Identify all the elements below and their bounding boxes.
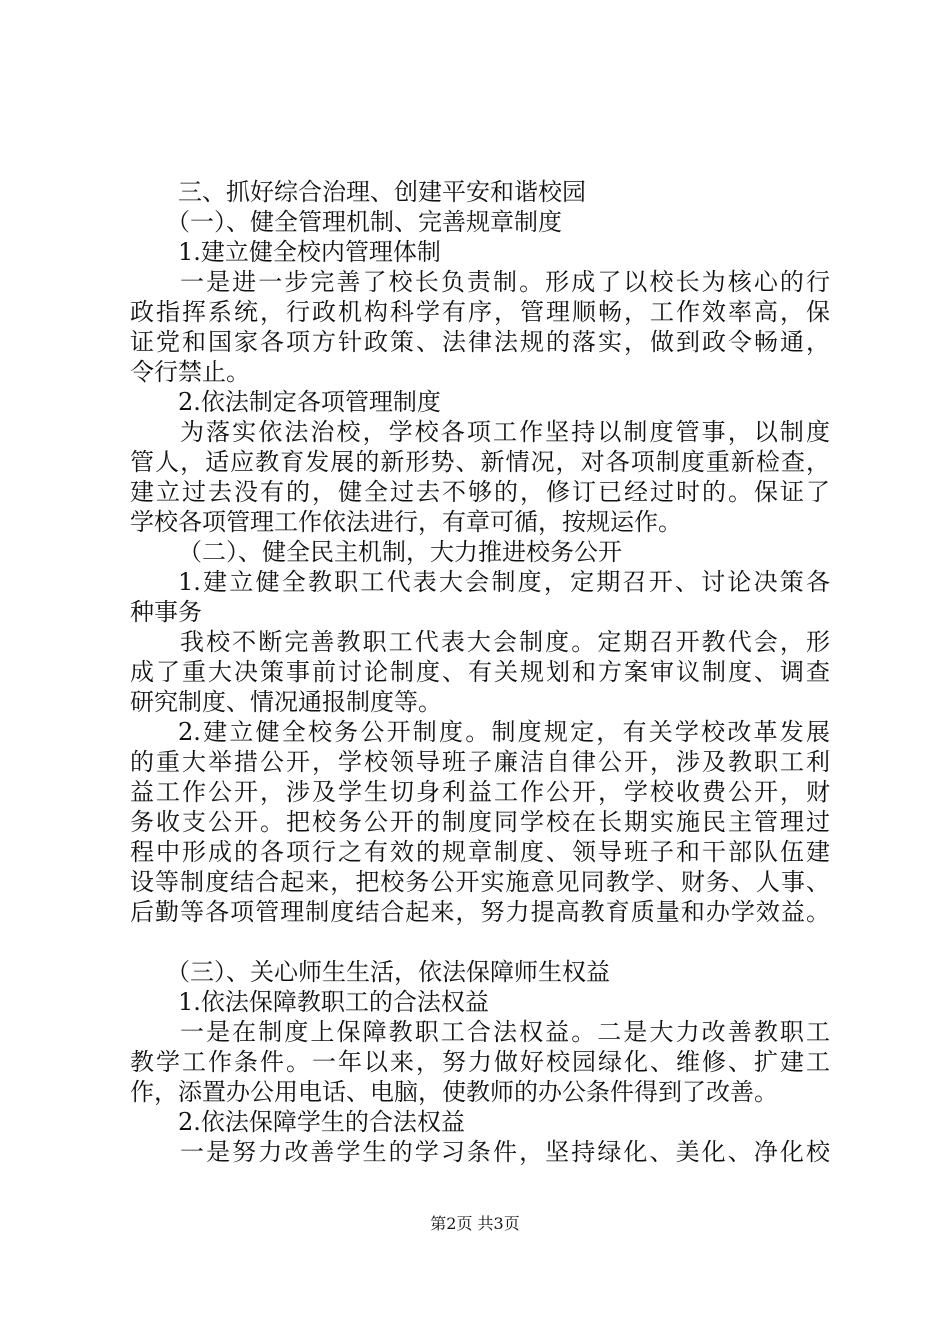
subsection-heading: （一）、健全管理机制、完善规章制度: [166, 208, 562, 236]
paragraph-line: 研究制度、情况通报制度等。: [130, 688, 442, 716]
paragraph-line: 后勤等各项管理制度结合起来，努力提高教育质量和办学效益。: [130, 898, 830, 926]
paragraph-line: 证党和国家各项方针政策、法律法规的落实，做到政令畅通，: [130, 328, 830, 356]
item-heading: 1.建立健全校内管理体制: [178, 238, 441, 266]
paragraph-line: 设等制度结合起来，把校务公开实施意见同教学、财务、人事、: [130, 868, 830, 896]
paragraph-line: 1.建立健全教职工代表大会制度，定期召开、讨论决策各: [178, 568, 830, 596]
subsection-heading: （三）、关心师生生活，依法保障师生权益: [166, 958, 610, 986]
subsection-heading: （二）、健全民主机制，大力推进校务公开: [178, 538, 622, 566]
paragraph-line: 教学工作条件。一年以来，努力做好校园绿化、维修、扩建工: [130, 1048, 830, 1076]
paragraph-line: 管人，适应教育发展的新形势、新情况，对各项制度重新检查，: [130, 448, 830, 476]
paragraph-line: 学校各项管理工作依法进行，有章可循，按规运作。: [130, 508, 682, 536]
paragraph-line: 为落实依法治校，学校各项工作坚持以制度管事，以制度: [180, 418, 830, 446]
paragraph-line: 我校不断完善教职工代表大会制度。定期召开教代会，形: [180, 628, 830, 656]
section-heading: 三、抓好综合治理、创建平安和谐校园: [178, 178, 586, 206]
paragraph-line: 作，添置办公用电话、电脑，使教师的办公条件得到了改善。: [130, 1078, 778, 1106]
item-heading: 2.依法制定各项管理制度: [178, 388, 441, 416]
page-number-footer: 第2页 共3页: [430, 1214, 520, 1233]
item-heading: 1.依法保障教职工的合法权益: [178, 988, 489, 1016]
paragraph-line: 的重大举措公开，学校领导班子廉洁自律公开，涉及教职工利: [130, 748, 830, 776]
paragraph-line: 令行禁止。: [130, 358, 250, 386]
item-heading: 2.依法保障学生的合法权益: [178, 1108, 465, 1136]
paragraph-line: 务收支公开。把校务公开的制度同学校在长期实施民主管理过: [130, 808, 830, 836]
paragraph-line: 一是进一步完善了校长负责制。形成了以校长为核心的行: [180, 268, 830, 296]
paragraph-line: 一是在制度上保障教职工合法权益。二是大力改善教职工: [180, 1018, 830, 1046]
paragraph-line: 建立过去没有的，健全过去不够的，修订已经过时的。保证了: [130, 478, 830, 506]
paragraph-line: 种事务: [130, 598, 202, 626]
paragraph-line: 程中形成的各项行之有效的规章制度、领导班子和干部队伍建: [130, 838, 830, 866]
paragraph-line: 一是努力改善学生的学习条件，坚持绿化、美化、净化校: [180, 1138, 830, 1166]
paragraph-line: 成了重大决策事前讨论制度、有关规划和方案审议制度、调查: [130, 658, 830, 686]
paragraph-line: 2.建立健全校务公开制度。制度规定，有关学校改革发展: [178, 718, 830, 746]
paragraph-line: 益工作公开，涉及学生切身利益工作公开，学校收费公开，财: [130, 778, 830, 806]
paragraph-line: 政指挥系统，行政机构科学有序，管理顺畅，工作效率高，保: [130, 298, 830, 326]
